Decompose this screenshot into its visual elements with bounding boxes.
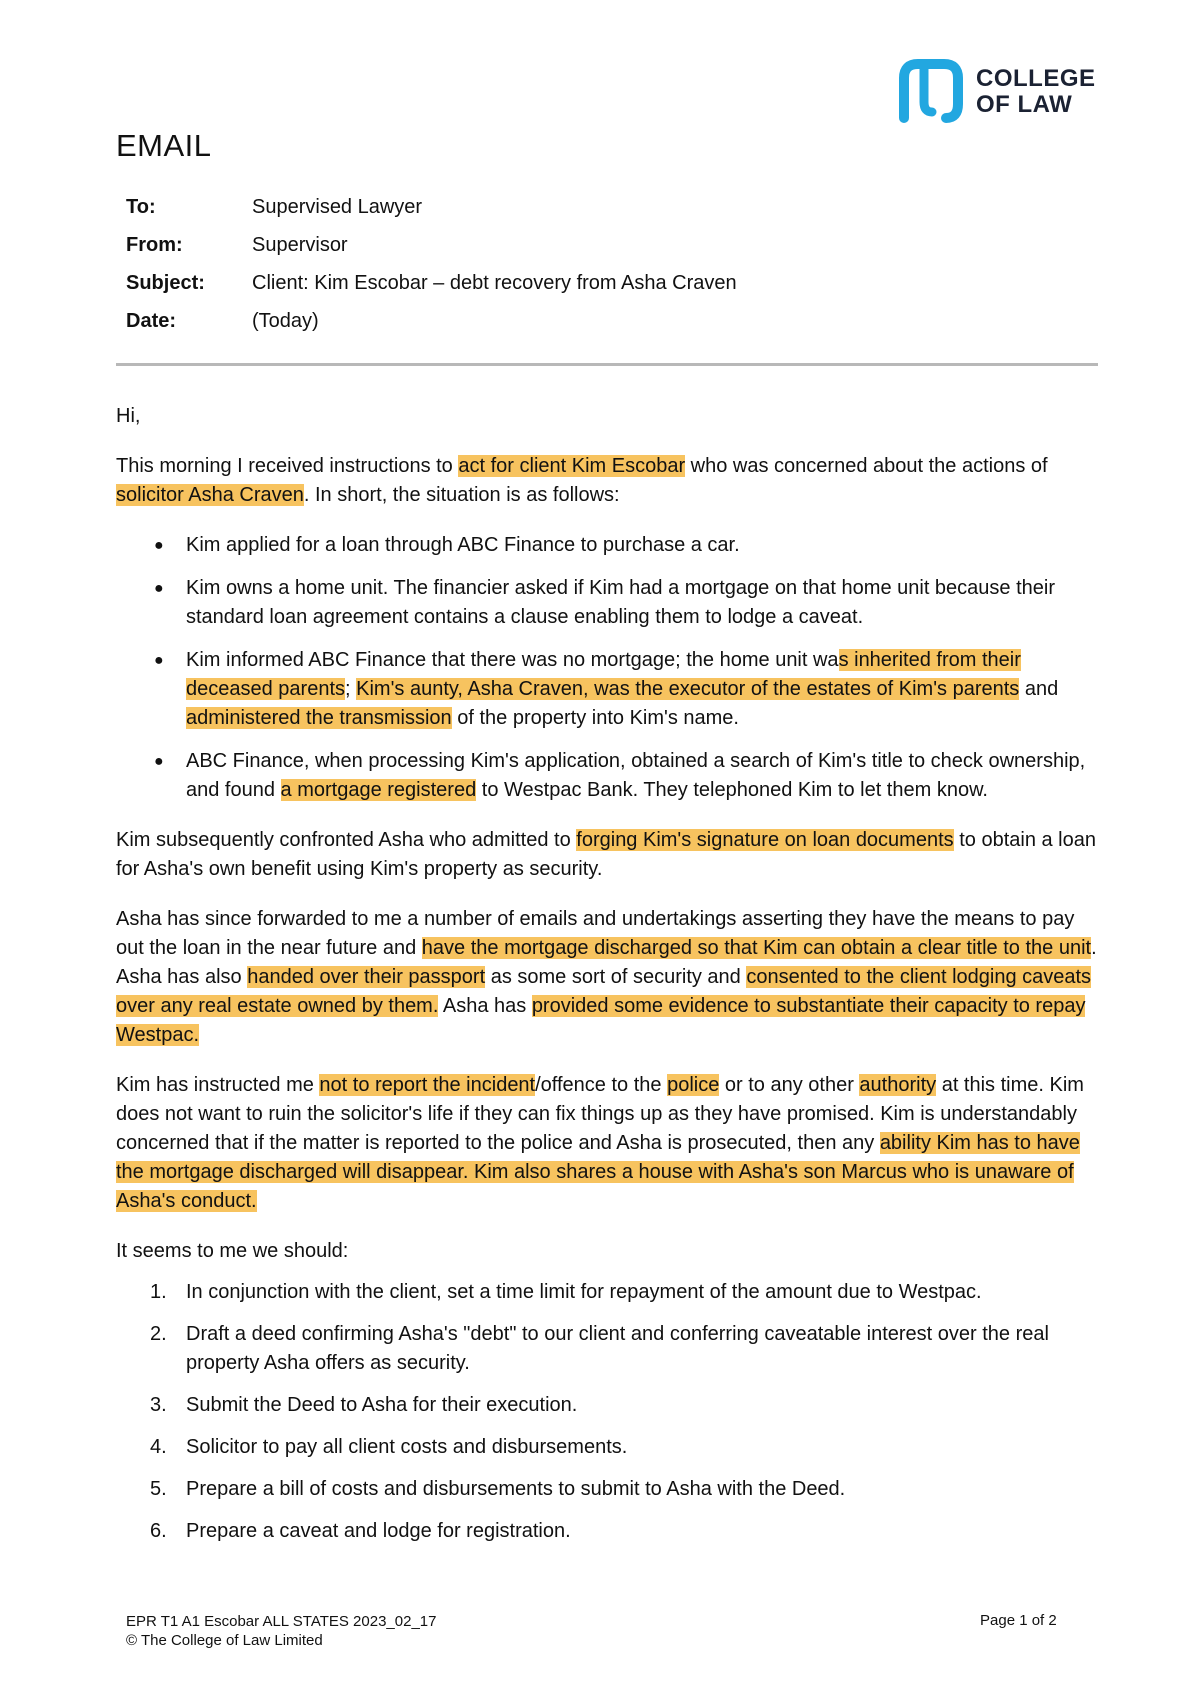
list-item [116, 1278, 1098, 1307]
plan-intro: It seems to me we should: [116, 1240, 349, 1262]
action-steps [116, 1278, 1098, 1546]
text-run: ABC Finance, when processing Kim's application, obtained a search of Kim's title to check ownership, and found [186, 750, 1086, 801]
situation-list [116, 531, 1098, 805]
intro-paragraph [116, 452, 1098, 510]
text-run: Kim informed ABC Finance that there was no mortgage; the home unit wa [186, 649, 839, 671]
bullet-icon: ● [154, 537, 164, 554]
list-item [116, 646, 1098, 733]
text-run: This morning I received instructions to [116, 455, 459, 477]
step-number: 5. [150, 1478, 167, 1500]
date-label: Date: [126, 310, 177, 332]
step-text: Prepare a caveat and lodge for registration. [186, 1520, 571, 1542]
step-text: Draft a deed confirming Asha's "debt" to our client and conferring caveatable interest over the real property Asha offers as security. [186, 1323, 1049, 1374]
highlighted-text: a mortgage registered [280, 779, 477, 801]
step-number: 1. [150, 1281, 167, 1303]
text-run: Asha has since forwarded to me a number of emails and undertakings asserting they have the means to pay out the loan in the near future and [116, 908, 1075, 959]
undertakings-paragraph [116, 905, 1098, 1050]
text-run: as some sort of security and [485, 966, 747, 988]
subject-label: Subject: [126, 272, 205, 294]
list-item [116, 1433, 1098, 1462]
step-text: Solicitor to pay all client costs and disbursements. [186, 1436, 628, 1458]
list-item [116, 1517, 1098, 1546]
text-run: of the property into Kim's name. [451, 707, 739, 729]
greeting: Hi, [116, 405, 141, 427]
bullet-icon: ● [154, 580, 164, 597]
highlighted-text: Kim's aunty, Asha Craven, was the executor of the estates of Kim's parents [356, 678, 1020, 700]
step-text: Submit the Deed to Asha for their execution. [186, 1394, 578, 1416]
document-heading: EMAIL [116, 128, 212, 163]
bullet-text [186, 649, 1058, 729]
highlighted-text: authority [859, 1074, 937, 1096]
highlighted-text: consented to the client lodging caveats over any real estate owned by them. [116, 966, 1092, 1017]
step-number: 2. [150, 1323, 167, 1345]
college-of-law-logo [896, 56, 1106, 128]
list-item [116, 1475, 1098, 1504]
bullet-text [186, 534, 740, 556]
text-run: Kim applied for a loan through ABC Finance to purchase a car. [186, 534, 740, 556]
text-run: . In short, the situation is as follows: [303, 484, 620, 506]
email-body [116, 402, 1098, 1559]
text-run: Kim owns a home unit. The financier asked if Kim had a mortgage on that home unit because their standard loan agreement contains a clause enabling them to lodge a caveat. [186, 577, 1056, 628]
bullet-text [186, 577, 1055, 628]
instructions-paragraph [116, 1071, 1098, 1216]
text-run: ; [345, 678, 357, 700]
logo-text-line1: COLLEGE [976, 65, 1096, 92]
logo-text-line2: OF LAW [976, 91, 1073, 118]
copyright-notice: © The College of Law Limited [126, 1632, 323, 1649]
highlighted-text: act for client Kim Escobar [458, 455, 686, 477]
text-run: and [1019, 678, 1059, 700]
highlighted-text: s inherited from their deceased parents [186, 649, 1021, 700]
bullet-icon: ● [154, 652, 164, 669]
text-run: /offence to the [535, 1074, 668, 1096]
confrontation-paragraph [116, 826, 1098, 884]
college-of-law-logo-icon [896, 56, 966, 124]
list-item [116, 747, 1098, 805]
text-run: at this time. Kim does not want to ruin the solicitor's life if they can fix things up as they have promised. Kim is understandably concerned that if the matter is reported to the police and Asha is prosecuted, then any [116, 1074, 1084, 1154]
step-text: In conjunction with the client, set a time limit for repayment of the amount due to Westpac. [186, 1281, 982, 1303]
page-number: Page 1 of 2 [980, 1612, 1057, 1629]
highlighted-text: ability Kim has to have the mortgage discharged will disappear. Kim also shares a house with Asha's son Marcus who is unaware of Asha's conduct. [116, 1132, 1080, 1212]
step-text: Prepare a bill of costs and disbursements to submit to Asha with the Deed. [186, 1478, 846, 1500]
step-number: 4. [150, 1436, 167, 1458]
text-run: who was concerned about the actions of [685, 455, 1048, 477]
highlighted-text: forging Kim's signature on loan documents [576, 829, 954, 851]
date-value: (Today) [252, 310, 319, 332]
to-value: Supervised Lawyer [252, 196, 423, 218]
highlighted-text: administered the transmission [186, 707, 452, 729]
list-item [116, 574, 1098, 632]
text-run: to obtain a loan for Asha's own benefit using Kim's property as security. [116, 829, 1096, 880]
footer-left [126, 1612, 436, 1650]
text-run: to Westpac Bank. They telephoned Kim to let them know. [476, 779, 988, 801]
text-run: Kim subsequently confronted Asha who admitted to [116, 829, 577, 851]
from-value: Supervisor [252, 234, 348, 256]
from-label: From: [126, 234, 183, 256]
document-code: EPR T1 A1 Escobar ALL STATES 2023_02_17 [126, 1613, 437, 1630]
text-run: Kim has instructed me [116, 1074, 320, 1096]
highlighted-text: solicitor Asha Craven [116, 484, 304, 506]
text-run: or to any other [719, 1074, 860, 1096]
bullet-icon: ● [154, 753, 164, 770]
text-run: Asha has [438, 995, 532, 1017]
text-run: . Asha has also [116, 937, 1097, 988]
list-item [116, 1320, 1098, 1378]
step-number: 3. [150, 1394, 167, 1416]
subject-value: Client: Kim Escobar – debt recovery from Asha Craven [252, 272, 737, 294]
list-item [116, 531, 1098, 560]
highlighted-text: handed over their passport [247, 966, 486, 988]
highlighted-text: provided some evidence to substantiate their capacity to repay Westpac. [116, 995, 1086, 1046]
list-item [116, 1391, 1098, 1420]
highlighted-text: police [667, 1074, 720, 1096]
bullet-text [186, 750, 1085, 801]
step-number: 6. [150, 1520, 167, 1542]
header-divider [116, 363, 1098, 366]
highlighted-text: have the mortgage discharged so that Kim can obtain a clear title to the unit [421, 937, 1092, 959]
to-label: To: [126, 196, 156, 218]
highlighted-text: not to report the incident [319, 1074, 536, 1096]
